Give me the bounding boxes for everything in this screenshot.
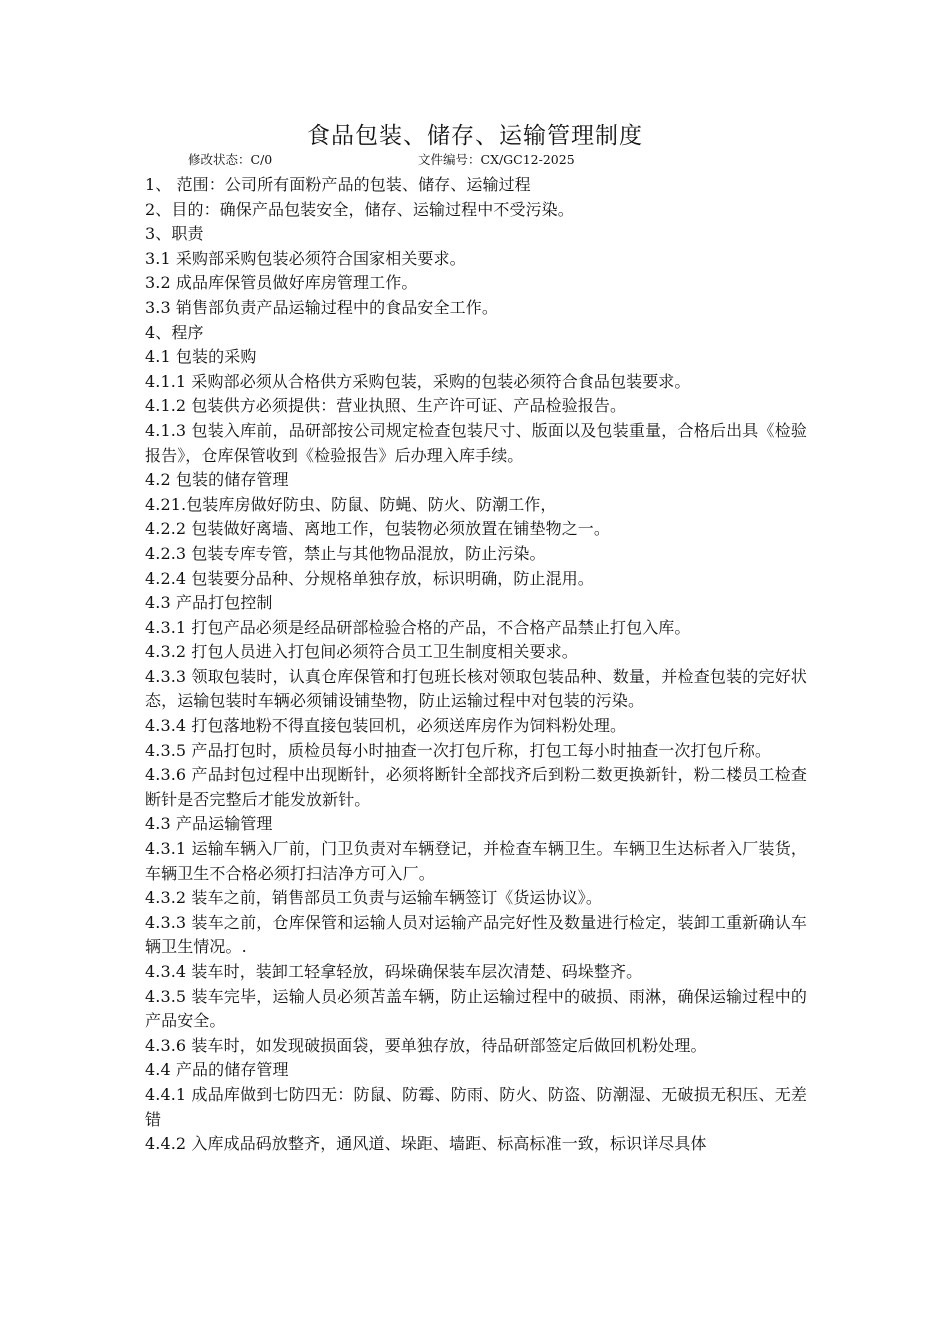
paragraph-4-3-1-packing: 4.3.1 打包产品必须是经品研部检验合格的产品，不合格产品禁止打包入库。 (145, 617, 691, 637)
heading-4-3-packing: 4.3 产品打包控制 (145, 593, 273, 613)
paragraph-scope: 1、 范围：公司所有面粉产品的包装、储存、运输过程 (145, 175, 531, 194)
paragraph-4-3-2-packing: 4.3.2 打包人员进入打包间必须符合员工卫生制度相关要求。 (145, 642, 578, 662)
paragraph-4-3-3-packing: 4.3.3 领取包装时，认真仓库保管和打包班长核对领取包装品种、数量，并检查包装的完好状态，运输包装时车辆必须铺设铺垫物，防止运输过程中对包装的污染。 (145, 666, 807, 711)
file-number: 文件编号：CX/GC12-2025 (418, 152, 575, 167)
paragraph-4-2-4: 4.2.4 包装要分品种、分规格单独存放，标识明确，防止混用。 (145, 568, 594, 588)
paragraph-4-3-2-transport: 4.3.2 装车之前，销售部员工负责与运输车辆签订《货运协议》。 (145, 888, 602, 908)
revision-status: 修改状态：C/0 (188, 152, 273, 167)
paragraph-4-1-3: 4.1.3 包装入库前，品研部按公司规定检查包装尺寸、版面以及包装重量，合格后出具《检验报告》，仓库保管收到《检验报告》后办理入库手续。 (145, 420, 807, 465)
paragraph-4-3-1-transport: 4.3.1 运输车辆入厂前，门卫负责对车辆登记，并检查车辆卫生。车辆卫生达标者入厂装货，车辆卫生不合格必须打扫洁净方可入厂。 (145, 839, 807, 883)
paragraph-3-1: 3.1 采购部采购包装必须符合国家相关要求。 (145, 248, 466, 268)
heading-4-1: 4.1 包装的采购 (145, 347, 257, 367)
document-title: 食品包装、储存、运输管理制度 (307, 123, 643, 149)
paragraph-4-2-2: 4.2.2 包装做好离墙、离地工作，包装物必须放置在铺垫物之一。 (145, 519, 610, 539)
paragraph-4-3-5-packing: 4.3.5 产品打包时，质检员每小时抽查一次打包斤称，打包工每小时抽查一次打包斤称。 (145, 740, 771, 760)
heading-responsibilities: 3、职责 (145, 224, 204, 244)
paragraph-4-2-1: 4.21.包装库房做好防虫、防鼠、防蝇、防火、防潮工作， (145, 494, 557, 514)
paragraph-4-4-1: 4.4.1 成品库做到七防四无：防鼠、防霉、防雨、防火、防盗、防潮湿、无破损无积压、无差错 (145, 1084, 807, 1129)
paragraph-4-1-2: 4.1.2 包装供方必须提供：营业执照、生产许可证、产品检验报告。 (145, 396, 627, 416)
paragraph-4-3-5-transport: 4.3.5 装车完毕，运输人员必须苫盖车辆，防止运输过程中的破损、雨淋，确保运输过程中的产品安全。 (145, 986, 807, 1031)
paragraph-purpose: 2、目的：确保产品包装安全，储存、运输过程中不受污染。 (145, 199, 574, 219)
heading-4-3-transport: 4.3 产品运输管理 (145, 814, 273, 834)
paragraph-4-3-4-packing: 4.3.4 打包落地粉不得直接包装回机，必须送库房作为饲料粉处理。 (145, 716, 627, 736)
paragraph-3-3: 3.3 销售部负责产品运输过程中的食品安全工作。 (145, 297, 498, 317)
paragraph-4-3-6-transport: 4.3.6 装车时，如发现破损面袋，要单独存放，待品研部签定后做回机粉处理。 (145, 1035, 707, 1055)
paragraph-3-2: 3.2 成品库保管员做好库房管理工作。 (145, 273, 418, 293)
document-body (145, 173, 807, 1157)
paragraph-4-1-1: 4.1.1 采购部必须从合格供方采购包装，采购的包装必须符合食品包装要求。 (145, 371, 691, 391)
paragraph-4-3-4-transport: 4.3.4 装车时，装卸工轻拿轻放，码垛确保装车层次清楚、码垛整齐。 (145, 962, 643, 981)
paragraph-4-4-2: 4.4.2 入库成品码放整齐，通风道、垛距、墙距、标高标准一致，标识详尽具体 (145, 1134, 707, 1154)
heading-procedure: 4、程序 (145, 322, 204, 342)
paragraph-4-3-3-transport: 4.3.3 装车之前，仓库保管和运输人员对运输产品完好性及数量进行检定，装卸工重新确认车辆卫生情况。. (145, 912, 807, 957)
heading-4-2: 4.2 包装的储存管理 (145, 470, 289, 490)
heading-4-4: 4.4 产品的储存管理 (145, 1060, 289, 1080)
paragraph-4-3-6-packing: 4.3.6 产品封包过程中出现断针，必须将断针全部找齐后到粉二数更换新针，粉二楼员工检查断针是否完整后才能发放新针。 (145, 765, 807, 809)
paragraph-4-2-3: 4.2.3 包装专库专管，禁止与其他物品混放，防止污染。 (145, 543, 546, 563)
